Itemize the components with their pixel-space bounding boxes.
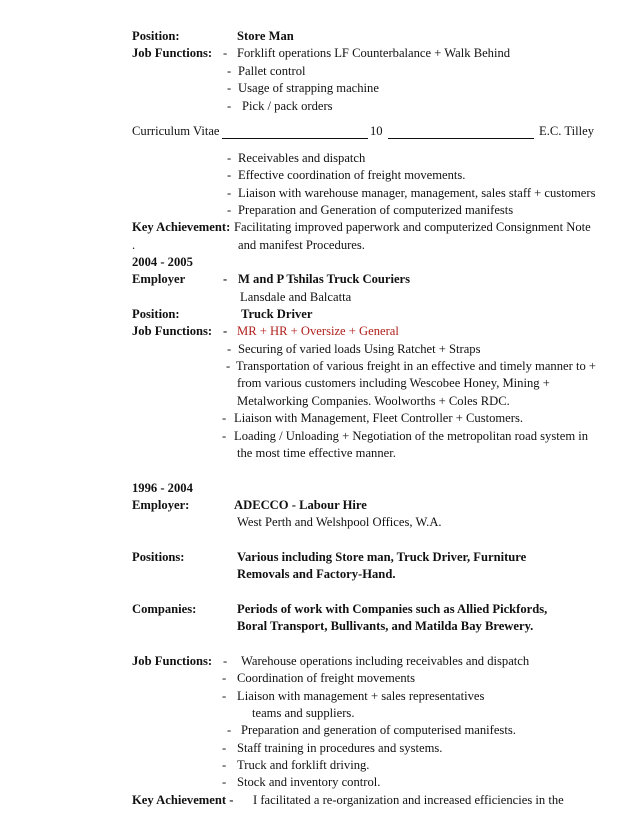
key-achievement-text: and manifest Procedures. (238, 238, 365, 252)
job-function-item: Liaison with management + sales representatives (237, 689, 485, 703)
bullet-dash: - (223, 272, 228, 286)
job-function-item: Coordination of freight movements (237, 671, 416, 685)
bullet-dash: - (223, 654, 228, 668)
companies-text: Boral Transport, Bullivants, and Matilda Bay Brewery. (237, 619, 534, 633)
bullet-dash: - (227, 723, 232, 737)
job-function-item: Securing of varied loads Using Ratchet + Straps (238, 342, 481, 356)
footer-author: E.C. Tilley (539, 124, 594, 138)
key-achievement-text: I facilitated a re-organization and increased efficiencies in the (253, 793, 564, 807)
key-achievement-label: Key Achievement: (132, 220, 231, 234)
bullet-dash: - (222, 689, 227, 703)
key-achievement-label: Key Achievement - (132, 793, 234, 807)
position-value: Store Man (237, 29, 294, 43)
bullet-dash: - (227, 64, 232, 78)
footer-rule-right (388, 138, 534, 139)
footer-title: Curriculum Vitae (132, 124, 220, 138)
job-function-item: Truck and forklift driving. (237, 758, 370, 772)
positions-text: Various including Store man, Truck Driver, Furniture (237, 550, 527, 564)
bullet-dash: - (222, 411, 227, 425)
position-value: Truck Driver (241, 307, 313, 321)
job-functions-label: Job Functions: (132, 324, 213, 338)
job-function-item: Loading / Unloading + Negotiation of the metropolitan road system in (234, 429, 589, 443)
employer-location: West Perth and Welshpool Offices, W.A. (237, 515, 442, 529)
job-function-item: Effective coordination of freight movements. (238, 168, 466, 182)
job-function-item: Liaison with warehouse manager, management, sales staff + customers (238, 186, 596, 200)
bullet-dash: - (227, 99, 232, 113)
position-label: Position: (132, 307, 180, 321)
positions-text: Removals and Factory-Hand. (237, 567, 396, 581)
job-function-item: Stock and inventory control. (237, 775, 381, 789)
employment-years: 1996 - 2004 (132, 481, 193, 495)
bullet-dash: - (222, 671, 227, 685)
employer-label: Employer: (132, 498, 190, 512)
bullet-dash: - (222, 741, 227, 755)
employer-location: Lansdale and Balcatta (240, 290, 352, 304)
job-function-item: Receivables and dispatch (238, 151, 366, 165)
bullet-dash: - (227, 81, 232, 95)
bullet-dash: - (222, 775, 227, 789)
job-function-item: Pallet control (238, 64, 306, 78)
footer-page-number: 10 (370, 124, 383, 138)
bullet-dash: - (226, 359, 231, 373)
companies-text: Periods of work with Companies such as Allied Pickfords, (237, 602, 548, 616)
page-footer (132, 124, 594, 140)
footer-rule-left (222, 138, 368, 139)
bullet-dash: - (223, 324, 228, 338)
employment-years: 2004 - 2005 (132, 255, 193, 269)
position-label: Position: (132, 29, 180, 43)
job-function-item: from various customers including Wescobee Honey, Mining + (237, 376, 550, 390)
job-function-item: Transportation of various freight in an effective and timely manner to + (236, 359, 596, 373)
bullet-dash: - (227, 168, 232, 182)
companies-label: Companies: (132, 602, 197, 616)
job-function-item: Preparation and generation of computerised manifests. (241, 723, 516, 737)
positions-label: Positions: (132, 550, 185, 564)
job-function-item: Liaison with Management, Fleet Controller + Customers. (234, 411, 524, 425)
bullet-dash: - (223, 46, 228, 60)
employer-label: Employer (132, 272, 186, 286)
job-function-item: Usage of strapping machine (238, 81, 379, 95)
job-function-item: teams and suppliers. (252, 706, 355, 720)
employer-name: M and P Tshilas Truck Couriers (238, 272, 411, 286)
job-function-item: Forklift operations LF Counterbalance + Walk Behind (237, 46, 511, 60)
licence-classes: MR + HR + Oversize + General (237, 324, 399, 338)
bullet-dash: - (227, 151, 232, 165)
job-function-item: Warehouse operations including receivables and dispatch (241, 654, 530, 668)
job-function-item: Pick / pack orders (242, 99, 333, 113)
job-function-item: Metalworking Companies. Woolworths + Coles RDC. (237, 394, 510, 408)
job-function-item: Preparation and Generation of computerized manifests (238, 203, 514, 217)
bullet-dash: - (227, 186, 232, 200)
job-functions-label: Job Functions: (132, 654, 213, 668)
bullet-dash: - (227, 342, 232, 356)
job-function-item: the most time effective manner. (237, 446, 396, 460)
job-functions-label: Job Functions: (132, 46, 213, 60)
bullet-dash: - (222, 429, 227, 443)
bullet-dash: - (227, 203, 232, 217)
key-achievement-text: Facilitating improved paperwork and computerized Consignment Note (234, 220, 591, 234)
stray-dot: . (132, 238, 136, 252)
bullet-dash: - (222, 758, 227, 772)
job-function-item: Staff training in procedures and systems. (237, 741, 443, 755)
employer-name: ADECCO - Labour Hire (234, 498, 367, 512)
